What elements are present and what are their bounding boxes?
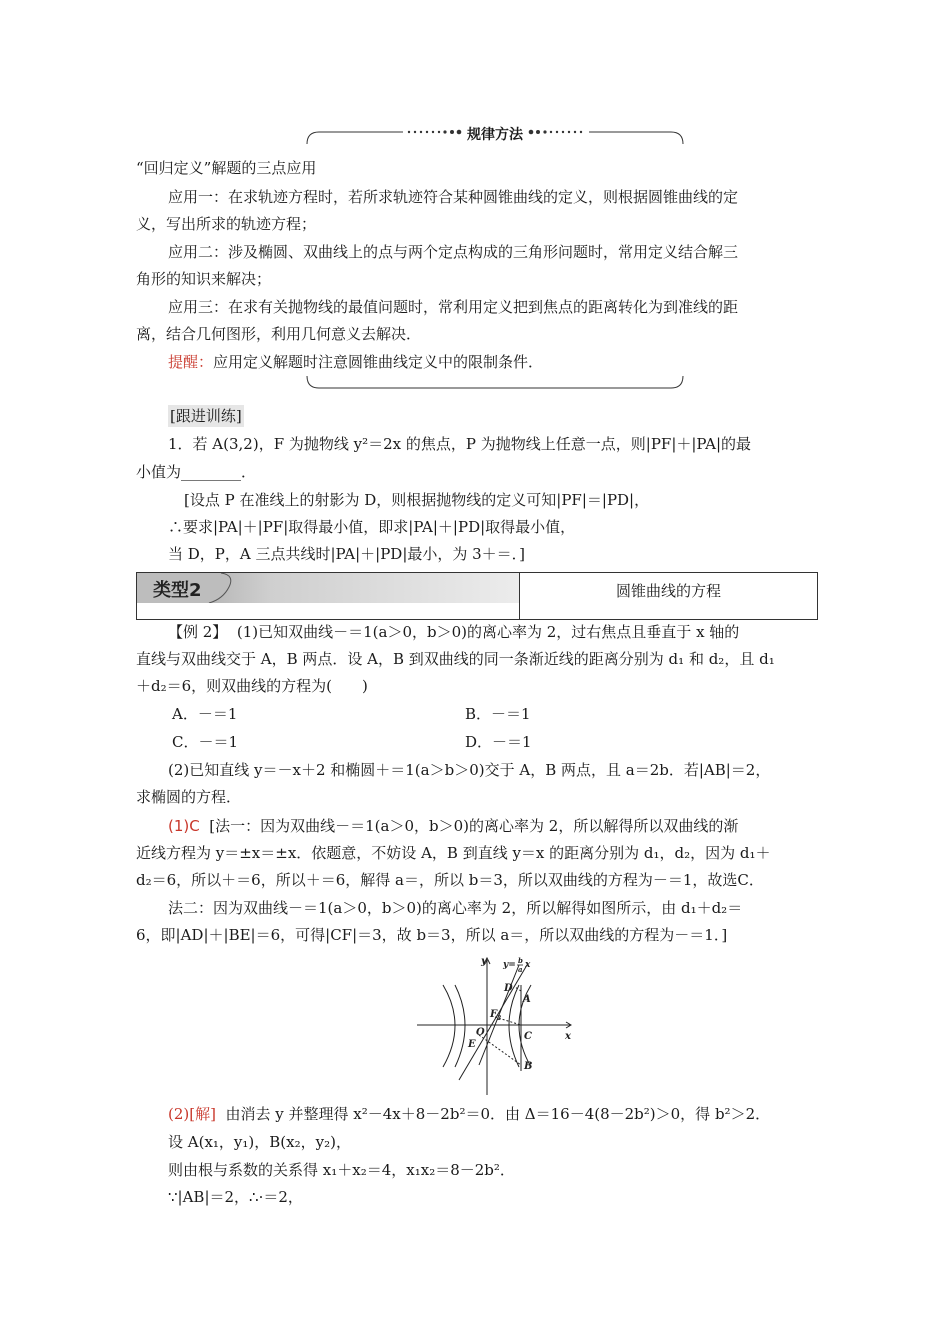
example2-p2-line1: (2)已知直线 y＝－x＋2 和椭圆＋＝1(a＞b＞0)交于 A，B 两点，且 a＝2b．若|AB|＝2， [168, 761, 771, 779]
example2-p1-line3: ＋d₂＝6，则双曲线的方程为( ) [136, 677, 368, 695]
tip-line [168, 351, 543, 373]
left-branch-inner [455, 985, 465, 1067]
label-d: D [504, 983, 513, 994]
method-title: 规律方法 [467, 127, 523, 143]
solution1-line1 [168, 815, 738, 837]
asymptote-frac-num: b [518, 956, 523, 965]
option-d: D．－＝1 [465, 733, 532, 751]
a1-line1: [设点 P 在准线上的射影为 D，则根据抛物线的定义可知|PF|＝|PD|， [184, 491, 650, 509]
tip-label: 提醒： [168, 353, 214, 371]
left-branch-outer [443, 985, 455, 1067]
label-c: C [524, 1031, 532, 1042]
label-y-axis: y [481, 956, 487, 967]
option-a: A．－＝1 [172, 705, 238, 723]
asymptote-frac-den: a [518, 965, 523, 974]
solution2-line1 [168, 1103, 770, 1125]
option-c: C．－＝1 [172, 733, 239, 751]
method2-line2: 6，即|AD|＋|BE|＝6，可得|CF|＝3，故 b＝3，所以 a＝，所以双曲线的方程为－＝1．] [136, 926, 728, 944]
example2-label: 【例 2】 [168, 623, 228, 641]
method-heading: “回归定义”解题的三点应用 [136, 159, 317, 177]
solution2-line3: 则由根与系数的关系得 x₁＋x₂＝4，x₁x₂＝8－2b²． [168, 1161, 515, 1179]
type2-banner [137, 573, 519, 603]
example2-p1-line1: (1)已知双曲线－＝1(a＞0，b＞0)的离心率为 2，过右焦点且垂直于 x 轴的 [236, 623, 740, 641]
tip-text: 应用定义解题时注意圆锥曲线定义中的限制条件． [213, 353, 544, 371]
app1-line1: 应用一：在求轨迹方程时，若所求轨迹符合某种圆锥曲线的定义，则根据圆锥曲线的定 [168, 188, 739, 206]
example2-p2-line2: 求椭圆的方程． [136, 788, 242, 806]
solution2-line4: ∵|AB|＝2，∴·＝2， [168, 1188, 303, 1206]
type2-box [136, 572, 818, 620]
label-e: E [468, 1039, 476, 1050]
app1-line2: 义，写出所求的轨迹方程； [136, 215, 317, 233]
type2-tag: 类型2 [153, 580, 202, 601]
solution2-label: (2)[解] [168, 1105, 216, 1123]
method-box-header [305, 126, 685, 154]
hyperbola-figure [415, 955, 575, 1097]
solution1-line2: 近线方程为 y＝±x＝±x．依题意，不妨设 A，B 到直线 y＝x 的距离分别为 d₁，d₂，因为 d₁＋ [136, 844, 771, 862]
method-box-footer [305, 374, 685, 394]
label-b: B [524, 1061, 533, 1072]
solution2-text1: 由消去 y 并整理得 x²－4x＋8－2b²＝0．由 Δ＝16－4(8－2b²)＞0，得 b²＞2． [225, 1105, 771, 1123]
solution1-label: (1)C [168, 817, 200, 835]
solution2-line2: 设 A(x₁，y₁)，B(x₂，y₂)， [168, 1133, 351, 1151]
training-label: [跟进训练] [170, 407, 242, 425]
asymptote-frac-var: x [525, 960, 531, 970]
solution1-text1: [法一：因为双曲线－＝1(a＞0，b＞0)的离心率为 2，所以解得所以双曲线的渐 [209, 817, 739, 835]
app3-line2: 离，结合几何图形，利用几何意义去解决． [136, 325, 422, 343]
label-a: A [523, 994, 531, 1005]
label-x-axis: x [565, 1031, 571, 1042]
type2-title: 圆锥曲线的方程 [519, 573, 817, 619]
q1-line1: 1．若 A(3,2)，F 为抛物线 y²＝2x 的焦点，P 为抛物线上任意一点，则|PF|＋|PA|的最 [168, 435, 752, 453]
a1-line3: 当 D，P，A 三点共线时|PA|＋|PD|最小，为 3＋＝．] [168, 545, 526, 563]
example2-p1-line2: 直线与双曲线交于 A，B 两点．设 A，B 到双曲线的同一条渐近线的距离分别为 d₁ 和 d₂，且 d₁ [136, 650, 775, 668]
app3-line1: 应用三：在求有关抛物线的最值问题时，常利用定义把到焦点的距离转化为到准线的距 [168, 298, 739, 316]
label-f: F [490, 1009, 498, 1020]
label-f-sub: 2 [497, 1015, 502, 1022]
example2-line1 [168, 621, 739, 643]
solution1-line3: d₂＝6，所以＋＝6，所以＋＝6，解得 a＝，所以 b＝3，所以双曲线的方程为－＝1，故选C． [136, 871, 764, 889]
asymptote-label: y= [503, 960, 516, 970]
label-o: O [476, 1027, 485, 1038]
a1-line2: ∴要求|PA|＋|PF|取得最小值，即求|PA|＋|PD|取得最小值， [168, 518, 576, 536]
method2-line1: 法二：因为双曲线－＝1(a＞0，b＞0)的离心率为 2，所以解得如图所示，由 d₁＋d₂＝ [168, 899, 743, 917]
option-b: B．－＝1 [465, 705, 531, 723]
app2-line2: 角形的知识来解决； [136, 270, 272, 288]
app2-line1: 应用二：涉及椭圆、双曲线上的点与两个定点构成的三角形问题时，常用定义结合解三 [168, 243, 739, 261]
q1-line2: 小值为________． [136, 463, 257, 481]
right-branch-inner [509, 985, 519, 1067]
